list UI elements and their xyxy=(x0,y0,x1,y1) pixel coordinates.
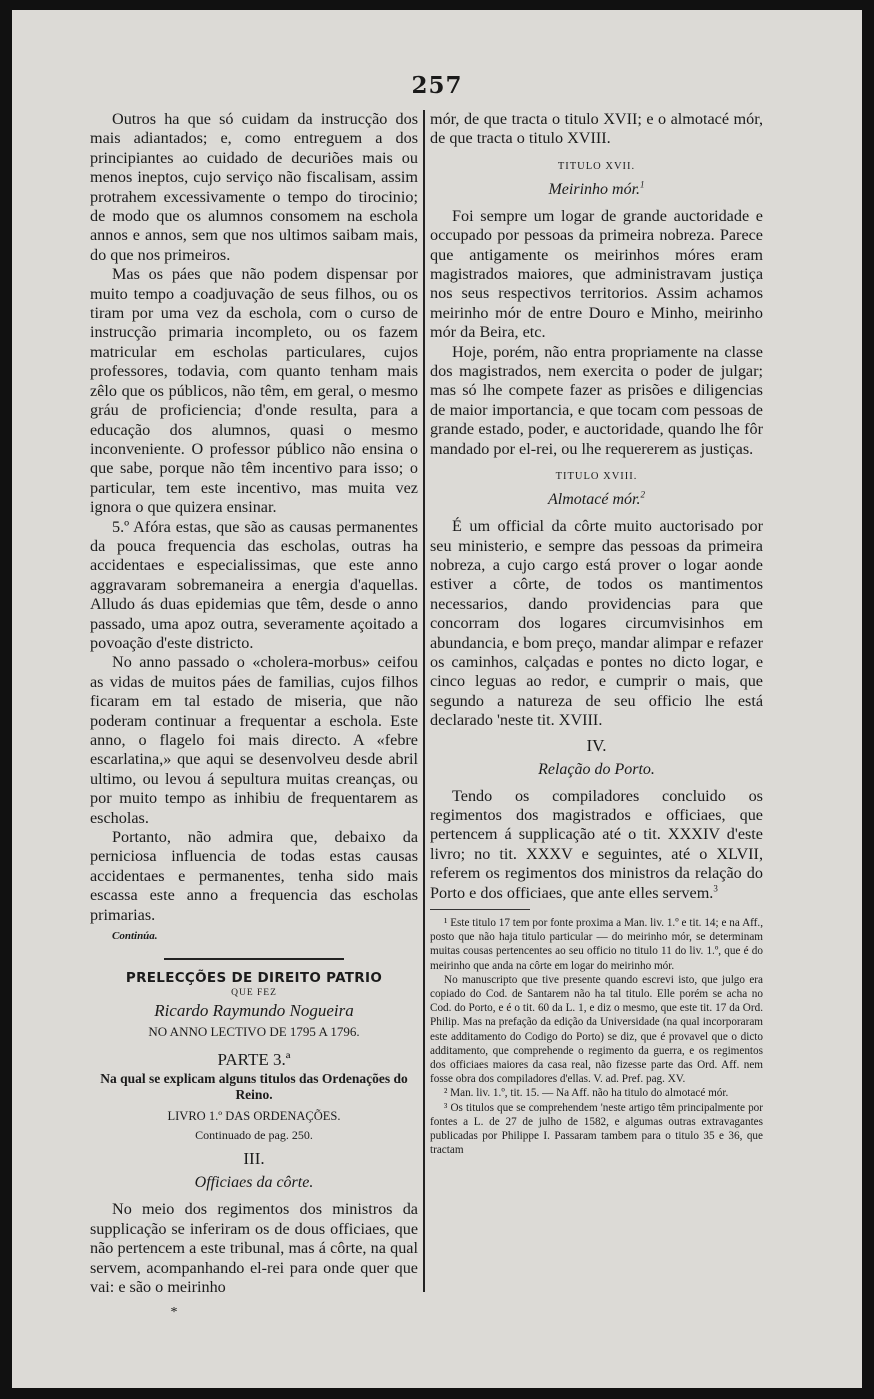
parte-heading: PARTE 3.ª xyxy=(217,1050,291,1070)
paragraph: Foi sempre um logar de grande auctoridade e occupado por pessoas da primeira nobreza. Parece que antigamente os meirinhos móres eram magistrados maiores, que administravam justiça nos seus respectivos territorios. Assim achamos meirinho mór de entre Douro e Minho, meirinho mór da Beira, etc. xyxy=(430,206,763,342)
titulo-18: TITULO XVIII. xyxy=(555,471,638,483)
section-title: PRELECÇÕES DE DIREITO PATRIO xyxy=(125,970,383,987)
paragraph: 5.º Afóra estas, que são as causas permanentes da pouca frequencia das escholas, outras ha accidentaes e especialissimas, que este anno aggravaram sobremaneira a energia d'aquellas. Alludo ás duas epidemias que têm, desde o anno passado, uma apoz outra, severamente açoitado a povoação d'este districto. xyxy=(90,517,418,652)
meirinho-heading: Meirinho mór.$^1$ xyxy=(548,179,645,198)
year-line: NO ANNO LECTIVO DE 1795 A 1796. xyxy=(148,1024,360,1040)
left-column xyxy=(90,110,418,1320)
page-number: 257 xyxy=(411,72,463,99)
livro-heading: LIVRO 1.º DAS ORDENAÇÕES. xyxy=(167,1109,341,1124)
paragraph: Mas os páes que não podem dispensar por muito tempo a coadjuvação de seus filhos, ou os tiram por uma vez da eschola, com o curso de instrucção primaria incompleto, ou os fazem matricular em escholas particulares, cujos professores, todavia, com quanto tenham mais zêlo que os públicos, não têm, em geral, o mesmo gráu de proficiencia; d'onde resulta, para a educação dos alumnos, quasi o mesmo inconveniente. O professor público não ensina o que sabe, porque não têm incentivo para isso; o particular, tem este incentivo, mas muita vez ignora o que quizera ensinar. xyxy=(90,265,418,517)
paragraph: Hoje, porém, não entra propriamente na classe dos magistrados, nem exercita o poder de julgar; mas só lhe compete fazer as prisões e diligencias de maior importancia, e que tocam com pessoas de grande estado, poder, e auctoridade, quando lhe fôr mandado por el-rei, ou lhe requererem as justiças. xyxy=(430,342,763,458)
newspaper-page xyxy=(12,10,862,1388)
paragraph: No anno passado o «cholera-morbus» ceifou as vidas de muitos páes de familias, cujos filhos ficaram em tal estado de miseria, que não poderam continuar a frequentar a eschola. Este anno, o flagelo foi mais directo. A «febre escarlatina,» que aqui se desenvolveu desde abril ultimo, ou levou á sepultura muitas creanças, ou por muito tempo as inhibiu de frequentarem as escholas. xyxy=(90,653,418,827)
officiaes-heading: Officiaes da côrte. xyxy=(194,1174,314,1192)
parte-subtitle: Na qual se explicam alguns titulos das Ordenações do Reino. xyxy=(100,1071,408,1103)
asterisk-mark: * xyxy=(170,1304,178,1320)
que-fez: QUE FEZ xyxy=(231,988,277,999)
continua-note: Continúa. xyxy=(112,930,158,943)
paragraph: Portanto, não admira que, debaixo da perniciosa influencia de todas estas causas accidentaes e permanentes, tenha sido mais escassa este anno a frequencia das escholas primarias. xyxy=(90,828,418,924)
roman-numeral-heading: IV. xyxy=(586,735,607,755)
footnote: No manuscripto que tive presente quando escrevi isto, que julgo era copiado do Cod. de Santarem não ha tal titulo. Elle porém se acha no Cod. do Porto, e é o tit. 60 da L. 1, e diz o mesmo, que este tit. 17 da Ord. Philip. Mas na prefação da edição da Universidade (na qual incorporaram este additamento do Codigo do Porto) se diz, que é provavel que o dicto additamento, que comprehende o regimento da guerra, e os regimentos dos officiaes maiores da casa real, não fizesse parte das Ord. Aff. nem fosse obra dos compiladores d'ellas. V. ad. Pref. pag. XV. xyxy=(430,973,763,1086)
continuado-note: Continuado de pag. 250. xyxy=(195,1128,313,1143)
footnote: ¹ Este titulo 17 tem por fonte proxima a Man. liv. 1.º e tit. 14; e na Aff., posto que não haja titulo particular — do meirinho mór, se determinam muitas cousas pertencentes ao seu officio no titulo 11 do liv. 1.º, que é do meirinho que anda na côrte em logar do meirinho mór. xyxy=(430,917,763,972)
roman-numeral-heading: III. xyxy=(243,1149,265,1169)
paragraph: Outros ha que só cuidam da instrucção dos mais adiantados; e, como entreguem a dos principiantes ao cuidado de decuriões mais ou menos ineptos, cujo serviço não fiscalisam, assim protrahem excessivamente o tempo do tirocinio; de modo que os alumnos consomem na eschola annos e annos, sem que nos ultimos saibam mais, do que nos primeiros. xyxy=(90,110,418,264)
titulo-17: TITULO XVII. xyxy=(557,160,636,172)
paragraph: Tendo os compiladores concluido os regimentos dos magistrados e officiaes, que pertencem á supplicação até o tit. XXXIV d'este livro; no tit. XXXV e seguintes, até o XLVII, referem os regimentos dos ministros da relação do Porto e dos officiaes, que ante elles servem.$^3$ xyxy=(430,786,763,902)
author-name: Ricardo Raymundo Nogueira xyxy=(154,1001,354,1021)
paragraph: mór, de que tracta o titulo XVII; e o almotacé mór, de que tracta o titulo XVIII. xyxy=(430,110,763,148)
section-rule xyxy=(164,958,344,960)
almotace-heading: Almotacé mór.$^2$ xyxy=(548,489,645,509)
column-divider xyxy=(423,110,425,1292)
footnote: ³ Os titulos que se comprehendem 'neste artigo têm principalmente por fontes a L. de 27 de julho de 1582, e algumas outras extravagantes publicadas por Philippe I. Passaram tambem para o titulo 35 e 36, que tractam xyxy=(430,1101,763,1157)
relacao-heading: Relação do Porto. xyxy=(538,760,655,778)
footnote: ² Man. liv. 1.º, tit. 15. — Na Aff. não ha titulo do almotacé mór. xyxy=(444,1087,729,1100)
footnote-rule xyxy=(430,909,530,910)
footnotes xyxy=(430,916,763,1157)
right-column xyxy=(430,110,763,1157)
paragraph: No meio dos regimentos dos ministros da supplicação se inferiram os de dous officiaes, que não pertencem a este tribunal, mas á côrte, na qual servem, acompanhando el-rei para onde quer que vai: e são o meirinho xyxy=(90,1200,418,1297)
paragraph: É um official da côrte muito auctorisado por seu ministerio, e sempre das pessoas da primeira nobreza, a cujo cargo está prover o logar aonde estiver a côrte, de todos os mantimentos necessarios, dando providencias para que concorram dos logares circumvisinhos em abundancia, e bom preço, mandar alimpar e refazer os caminhos, calçadas e pontes no dicto logar, e cinco leguas ao redor, e cumprir o mais, que segundo a natureza de seu officio lhe está declarado 'neste tit. XVIII. xyxy=(430,517,763,730)
